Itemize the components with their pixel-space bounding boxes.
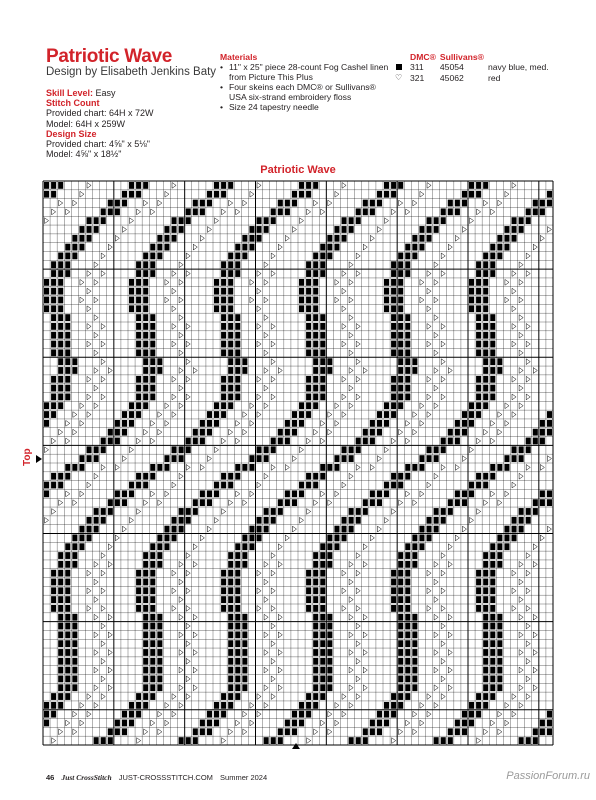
floss-key-row	[392, 72, 553, 83]
skill-level-value: Easy	[95, 88, 116, 98]
skill-level-label: Skill Level:	[46, 88, 94, 98]
floss-key-header	[392, 52, 553, 62]
watermark: PassionForum.ru	[506, 770, 590, 782]
pattern-details	[46, 88, 154, 159]
floss-key-table	[392, 52, 553, 83]
materials-item: • 11" x 25" piece 28-count Fog Cashel linen from Picture This Plus	[220, 62, 390, 82]
pattern-title: Patriotic Wave	[46, 46, 173, 67]
materials-section	[220, 52, 390, 112]
materials-list	[220, 62, 390, 112]
floss-key	[392, 52, 553, 83]
design-size-heading: Design Size	[46, 128, 97, 139]
top-arrow-icon	[36, 455, 42, 463]
magazine-name: Just CrossStitch	[61, 773, 112, 782]
skill-level	[46, 88, 154, 98]
website: JUST-CROSSSTITCH.COM	[118, 773, 213, 782]
designer-credit: Design by Elisabeth Jenkins Baty	[46, 66, 217, 78]
issue: Summer 2024	[220, 773, 268, 782]
heart-symbol-icon: ♡	[395, 73, 403, 82]
orientation-label: Top	[22, 448, 33, 466]
floss-color-name: red	[487, 72, 501, 83]
dmc-column-label: DMC®	[410, 52, 436, 62]
materials-heading: Materials	[220, 52, 258, 62]
materials-item: • Four skeins each DMC® or Sullivans® USA six-strand embroidery floss	[220, 82, 390, 102]
dmc-number: 311	[410, 62, 424, 72]
page-number: 46	[46, 773, 55, 782]
sullivans-number: 45062	[439, 72, 464, 83]
provided-design-size: Provided chart: 4⅝" x 5⅛"	[46, 139, 150, 150]
materials-item: • Size 24 tapestry needle	[220, 102, 390, 112]
sullivans-number: 45054	[439, 62, 464, 72]
model-stitch-count: Model: 64H x 259W	[46, 118, 126, 129]
sullivans-column-label: Sullivans®	[439, 52, 484, 62]
chart-title: Patriotic Wave	[260, 164, 336, 176]
floss-key-row	[392, 62, 553, 72]
floss-color-name: navy blue, med.	[487, 62, 549, 72]
stitch-chart-grid	[42, 180, 554, 746]
provided-stitch-count: Provided chart: 64H x 72W	[46, 108, 154, 119]
model-design-size: Model: 4⅝" x 18½"	[46, 149, 122, 160]
stitch-count-heading: Stitch Count	[46, 98, 100, 109]
dmc-number: 321	[410, 72, 425, 83]
center-arrow-icon	[292, 743, 300, 749]
square-symbol-icon	[396, 64, 402, 70]
page-footer	[46, 773, 267, 782]
